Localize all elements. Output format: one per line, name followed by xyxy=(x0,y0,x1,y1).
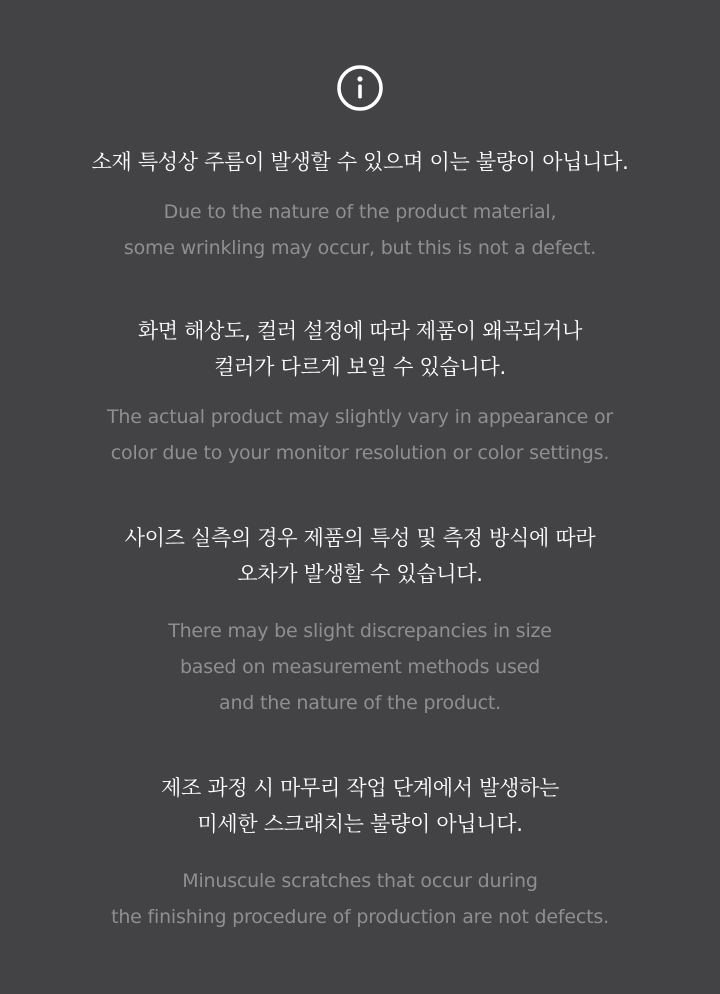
notice-4-english: Minuscule scratches that occur during the finishing procedure of production are not defects. xyxy=(111,870,609,928)
notice-1-korean: 소재 특성상 주름이 발생할 수 있으며 이는 불량이 아닙니다. xyxy=(91,150,629,174)
info-circle-icon xyxy=(336,64,384,112)
notice-4-korean: 제조 과정 시 마무리 작업 단계에서 발생하는 미세한 스크래치는 불량이 아닙니다. xyxy=(161,776,559,836)
notice-3-english: There may be slight discrepancies in size based on measurement methods used and the nature of the product. xyxy=(168,620,552,714)
notice-1-english: Due to the nature of the product material, some wrinkling may occur, but this is not a defect. xyxy=(123,201,597,259)
notice-2-english: The actual product may slightly vary in appearance or color due to your monitor resolution or color settings. xyxy=(107,406,613,464)
notice-3-korean: 사이즈 실측의 경우 제품의 특성 및 측정 방식에 따라 오차가 발생할 수 있습니다. xyxy=(124,526,596,586)
notice-2-korean: 화면 해상도, 컬러 설정에 따라 제품이 왜곡되거나 컬러가 다르게 보일 수 있습니다. xyxy=(137,319,583,379)
